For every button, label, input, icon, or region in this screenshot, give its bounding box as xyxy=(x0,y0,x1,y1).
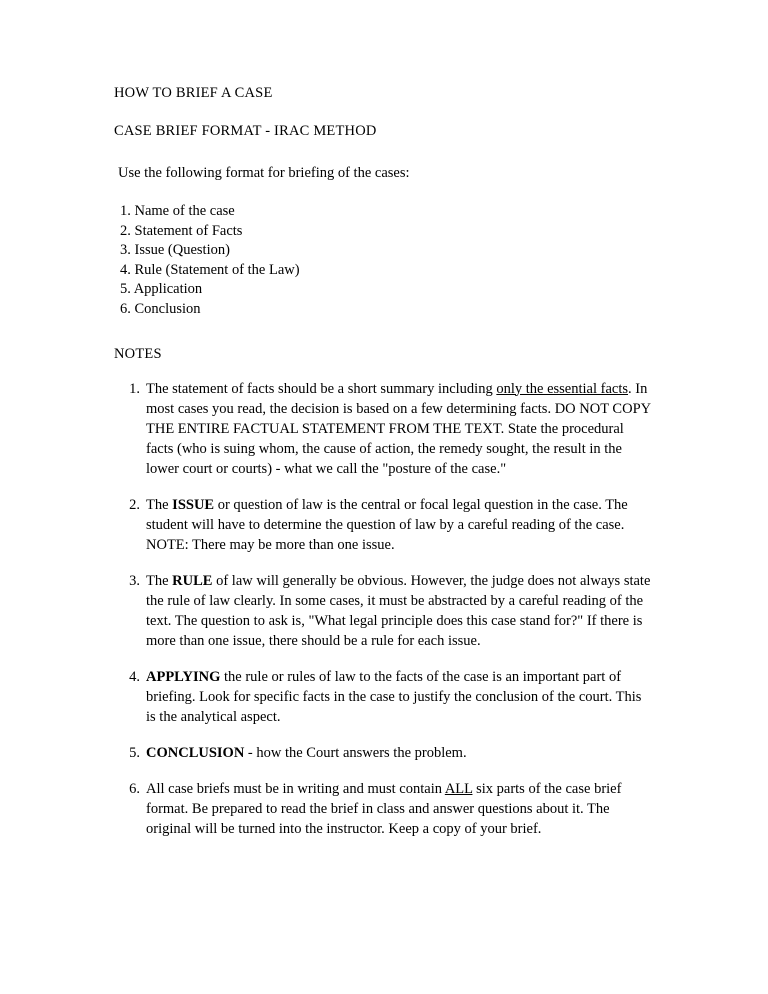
list-item: 2. Statement of Facts xyxy=(120,222,243,239)
document-subtitle: CASE BRIEF FORMAT - IRAC METHOD xyxy=(114,122,377,139)
intro-paragraph: Use the following format for briefing of the cases: xyxy=(118,165,410,182)
note-text-part: - how the Court answers the problem. xyxy=(244,744,467,761)
list-item: 4. Rule (Statement of the Law) xyxy=(120,261,300,278)
note-bold-text: ISSUE xyxy=(172,496,215,513)
note-text-part: or question of law is the central or focal legal question in the case. The student will have to determine the question of law by a careful reading of the case. NOTE: There may be more than one issue. xyxy=(146,496,628,553)
note-item-3 xyxy=(114,571,654,651)
note-number: 5. xyxy=(129,744,140,761)
note-underlined-text: ALL xyxy=(444,780,473,797)
note-number: 4. xyxy=(129,668,140,685)
note-item-6 xyxy=(114,779,654,839)
note-text-part: six parts of the case brief format. Be prepared to read the brief in class and answer questions about it. The original will be turned into the instructor. Keep a copy of your brief. xyxy=(146,780,622,837)
note-text-part: The xyxy=(146,572,173,589)
note-number: 2. xyxy=(129,496,140,513)
note-text-part: The statement of facts should be a short summary including xyxy=(146,380,497,397)
note-item-4 xyxy=(114,667,654,727)
note-underlined-text: only the essential facts xyxy=(496,380,629,397)
format-list xyxy=(120,202,654,319)
list-item: 6. Conclusion xyxy=(120,300,201,317)
notes-list xyxy=(114,379,654,839)
note-text-part: of law will generally be obvious. However, the judge does not always state the rule of law clearly. In some cases, it must be abstracted by a careful reading of the text. The question to ask is, "What legal principle does this case stand for?" If there is more than one issue, there should be a rule for each issue. xyxy=(146,572,651,649)
document-body xyxy=(114,84,654,839)
note-item-2 xyxy=(114,495,654,555)
list-item: 3. Issue (Question) xyxy=(120,242,230,259)
note-bold-text: APPLYING xyxy=(146,668,221,685)
note-bold-text: RULE xyxy=(172,572,213,589)
note-item-5 xyxy=(114,743,654,763)
note-item-1 xyxy=(114,379,654,479)
note-number: 6. xyxy=(129,780,140,797)
list-item: 1. Name of the case xyxy=(120,203,235,220)
list-item: 5. Application xyxy=(120,281,203,298)
document-title: HOW TO BRIEF A CASE xyxy=(114,85,273,101)
notes-heading: NOTES xyxy=(114,345,162,362)
note-text-part: The xyxy=(146,496,173,513)
note-bold-text: CONCLUSION xyxy=(146,744,245,761)
note-text-part: . In most cases you read, the decision is based on a few determining facts. DO NOT COPY THE ENTIRE FACTUAL STATEMENT FROM THE TEXT. State the procedural facts (who is suing whom, the cause of action, the remedy sought, the result in the lower court or courts) - what we call the "posture of the case." xyxy=(146,380,651,477)
note-text-part: All case briefs must be in writing and must contain xyxy=(146,780,445,797)
note-number: 1. xyxy=(129,380,140,397)
note-text-part: the rule or rules of law to the facts of the case is an important part of briefing. Look for specific facts in the case to justify the conclusion of the court. This is the analytical aspect. xyxy=(146,668,642,725)
note-number: 3. xyxy=(129,572,140,589)
